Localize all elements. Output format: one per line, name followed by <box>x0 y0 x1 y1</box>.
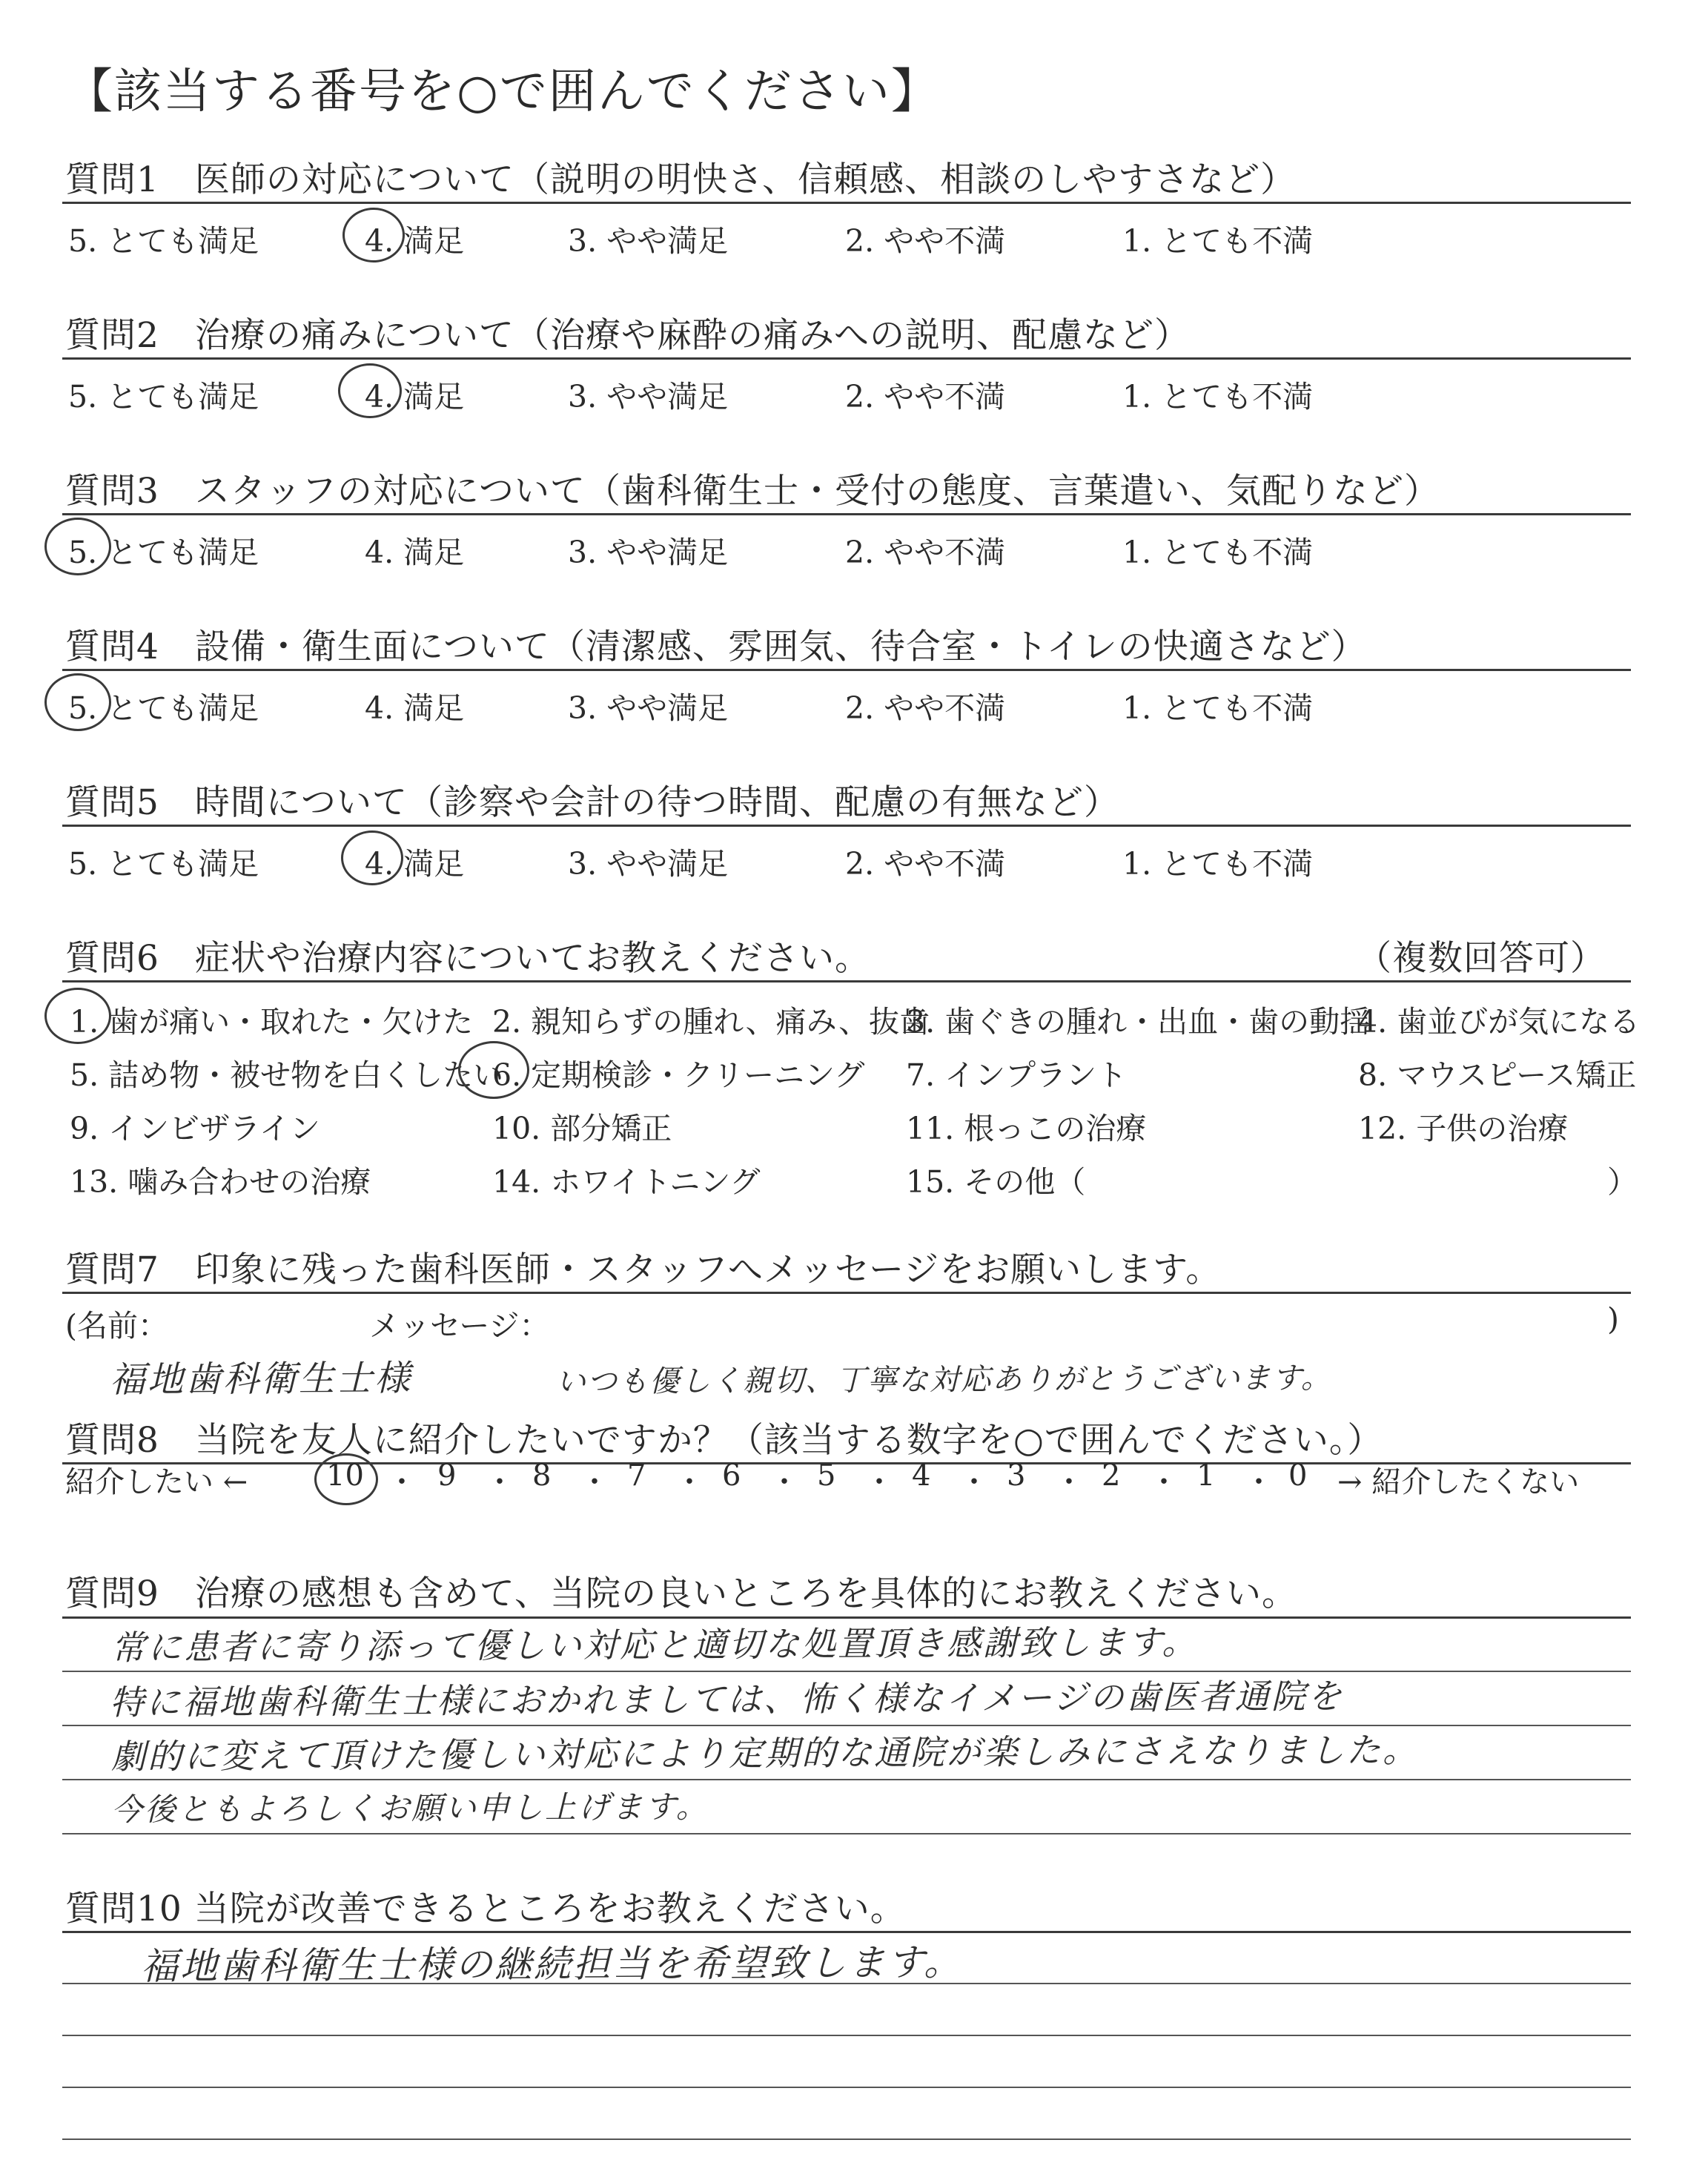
divider <box>62 513 1631 515</box>
question-8-title: 質問8 当院を友人に紹介したいですか？（該当する数字を○で囲んでください。） <box>65 1420 1383 1461</box>
q6-option-13[interactable]: 13. 噛み合わせの治療 <box>70 1164 371 1200</box>
q6-option-14[interactable]: 14. ホワイトニング <box>492 1164 761 1200</box>
score-7[interactable]: 7 <box>627 1459 646 1493</box>
q6-option-12[interactable]: 12. 子供の治療 <box>1358 1111 1569 1146</box>
q6-option-3[interactable]: 3. 歯ぐきの腫れ・出血・歯の動揺 <box>906 1004 1371 1040</box>
selection-circle <box>342 208 405 262</box>
divider <box>62 825 1631 827</box>
q2-option-4[interactable]: 4. 満足 <box>365 379 465 415</box>
score-0[interactable]: 0 <box>1288 1459 1308 1493</box>
q1-option-4[interactable]: 4. 満足 <box>365 223 465 259</box>
question-10-title: 質問10 当院が改善できるところをお教えください。 <box>65 1889 906 1929</box>
score-2[interactable]: 2 <box>1102 1459 1121 1493</box>
q6-option-8[interactable]: 8. マウスピース矯正 <box>1358 1057 1637 1093</box>
question-5-title: 質問5 時間について（診察や会計の待つ時間、配慮の有無など） <box>65 782 1119 823</box>
q5-option-4[interactable]: 4. 満足 <box>365 846 465 882</box>
q4-option-2[interactable]: 2. やや不満 <box>845 690 1006 726</box>
handwritten-answer-line[interactable]: 劇的に変えて頂けた優しい対応により定期的な通院が楽しみにさえなりました。 <box>110 1729 1420 1777</box>
divider <box>62 669 1631 671</box>
q5-option-1[interactable]: 1. とても不満 <box>1122 846 1314 882</box>
q3-option-5[interactable]: 5. とても満足 <box>68 535 259 570</box>
selection-circle <box>44 988 111 1044</box>
question-9-title: 質問9 治療の感想も含めて、当院の良いところを具体的にお教えください。 <box>65 1573 1297 1614</box>
form-header: 【該当する番号を○で囲んでください】 <box>65 65 940 119</box>
question-4-title: 質問4 設備・衛生面について（清潔感、雰囲気、待合室・トイレの快適さなど） <box>65 627 1367 667</box>
score-5[interactable]: 5 <box>817 1459 836 1493</box>
q4-option-1[interactable]: 1. とても不満 <box>1122 690 1314 726</box>
q1-option-1[interactable]: 1. とても不満 <box>1122 223 1314 259</box>
answer-line <box>62 1833 1631 1834</box>
question-7-title: 質問7 印象に残った歯科医師・スタッフへメッセージをお願いします。 <box>65 1249 1222 1290</box>
score-separator: ・ <box>864 1465 894 1499</box>
recommend-left-label: 紹介したい ← <box>65 1465 248 1499</box>
q6-option-1[interactable]: 1. 歯が痛い・取れた・欠けた <box>70 1004 474 1040</box>
selection-circle <box>44 518 111 575</box>
answer-line <box>62 2087 1631 2088</box>
score-separator: ・ <box>675 1465 704 1499</box>
handwritten-answer-line[interactable]: 常に患者に寄り添って優しい対応と適切な処置頂き感謝致します。 <box>110 1622 1199 1668</box>
score-separator: ・ <box>387 1465 417 1499</box>
handwritten-message-answer[interactable]: いつも優しく親切、丁寧な対応ありがとうございます。 <box>555 1361 1332 1399</box>
q4-option-4[interactable]: 4. 満足 <box>365 690 465 726</box>
name-label: (名前： <box>65 1308 168 1344</box>
divider <box>62 357 1631 360</box>
score-separator: ・ <box>485 1465 514 1499</box>
q1-option-3[interactable]: 3. やや満足 <box>568 223 729 259</box>
score-separator: ・ <box>580 1465 609 1499</box>
q6-option-6[interactable]: 6. 定期検診・クリーニング <box>492 1057 865 1093</box>
multiple-answer-note: （複数回答可） <box>1357 938 1606 979</box>
q2-option-1[interactable]: 1. とても不満 <box>1122 379 1314 415</box>
q3-option-3[interactable]: 3. やや満足 <box>568 535 729 570</box>
message-close-paren: ) <box>1607 1301 1619 1337</box>
score-9[interactable]: 9 <box>437 1459 457 1493</box>
q2-option-2[interactable]: 2. やや不満 <box>845 379 1006 415</box>
q1-option-5[interactable]: 5. とても満足 <box>68 223 259 259</box>
q6-option-4[interactable]: 4. 歯並びが気になる <box>1358 1004 1641 1040</box>
score-10[interactable]: 10 <box>326 1459 364 1493</box>
selection-circle <box>44 673 111 731</box>
score-3[interactable]: 3 <box>1007 1459 1026 1493</box>
divider <box>62 1292 1631 1294</box>
divider <box>62 980 1631 982</box>
score-separator: ・ <box>769 1465 799 1499</box>
q6-option-2[interactable]: 2. 親知らずの腫れ、痛み、抜歯 <box>492 1004 930 1040</box>
score-separator: ・ <box>1149 1465 1179 1499</box>
q2-option-5[interactable]: 5. とても満足 <box>68 379 259 415</box>
selection-circle <box>338 363 402 418</box>
q6-option-7[interactable]: 7. インプラント <box>906 1057 1128 1093</box>
divider <box>62 202 1631 204</box>
handwritten-answer-line[interactable]: 今後ともよろしくお願い申し上げます。 <box>110 1788 709 1828</box>
q6-option-9[interactable]: 9. インビザライン <box>70 1111 320 1146</box>
score-separator: ・ <box>959 1465 989 1499</box>
q5-option-2[interactable]: 2. やや不満 <box>845 846 1006 882</box>
answer-line <box>62 2035 1631 2036</box>
q3-option-2[interactable]: 2. やや不満 <box>845 535 1006 570</box>
q6-option-15[interactable]: 15. その他（ <box>906 1164 1086 1200</box>
score-separator: ・ <box>1244 1465 1274 1499</box>
question-3-title: 質問3 スタッフの対応について（歯科衛生士・受付の態度、言葉遣い、気配りなど） <box>65 471 1440 512</box>
q2-option-3[interactable]: 3. やや満足 <box>568 379 729 415</box>
q5-option-3[interactable]: 3. やや満足 <box>568 846 729 882</box>
score-8[interactable]: 8 <box>532 1459 552 1493</box>
question-1-title: 質問1 医師の対応について（説明の明快さ、信頼感、相談のしやすさなど） <box>65 159 1297 200</box>
handwritten-answer-line[interactable]: 福地歯科衛生士様の継続担当を希望致します。 <box>140 1941 964 1988</box>
q3-option-1[interactable]: 1. とても不満 <box>1122 535 1314 570</box>
selection-circle <box>314 1453 378 1505</box>
score-1[interactable]: 1 <box>1196 1459 1216 1493</box>
score-4[interactable]: 4 <box>912 1459 931 1493</box>
selection-circle <box>341 830 403 885</box>
recommend-right-label: → 紹介したくない <box>1337 1465 1580 1499</box>
answer-line <box>62 2138 1631 2140</box>
handwritten-name-answer[interactable]: 福地歯科衛生士様 <box>109 1357 413 1401</box>
q4-option-3[interactable]: 3. やや満足 <box>568 690 729 726</box>
message-label: メッセージ： <box>369 1308 550 1344</box>
other-close-paren: ） <box>1607 1164 1638 1200</box>
q6-option-5[interactable]: 5. 詰め物・被せ物を白くしたい <box>70 1057 504 1093</box>
handwritten-answer-line[interactable]: 特に福地歯科衛生士様におかれましては、怖く様なイメージの歯医者通院を <box>109 1676 1344 1723</box>
question-2-title: 質問2 治療の痛みについて（治療や麻酔の痛みへの説明、配慮など） <box>65 315 1191 356</box>
q5-option-5[interactable]: 5. とても満足 <box>68 846 259 882</box>
q6-option-11[interactable]: 11. 根っこの治療 <box>906 1111 1147 1146</box>
score-separator: ・ <box>1054 1465 1084 1499</box>
selection-circle <box>458 1041 529 1099</box>
q6-option-10[interactable]: 10. 部分矯正 <box>492 1111 672 1146</box>
answer-line <box>62 1779 1631 1780</box>
question-6-title: 質問6 症状や治療内容についてお教えください。 <box>65 938 870 979</box>
q3-option-4[interactable]: 4. 満足 <box>365 535 465 570</box>
q1-option-2[interactable]: 2. やや不満 <box>845 223 1006 259</box>
score-6[interactable]: 6 <box>722 1459 741 1493</box>
q4-option-5[interactable]: 5. とても満足 <box>68 690 259 726</box>
